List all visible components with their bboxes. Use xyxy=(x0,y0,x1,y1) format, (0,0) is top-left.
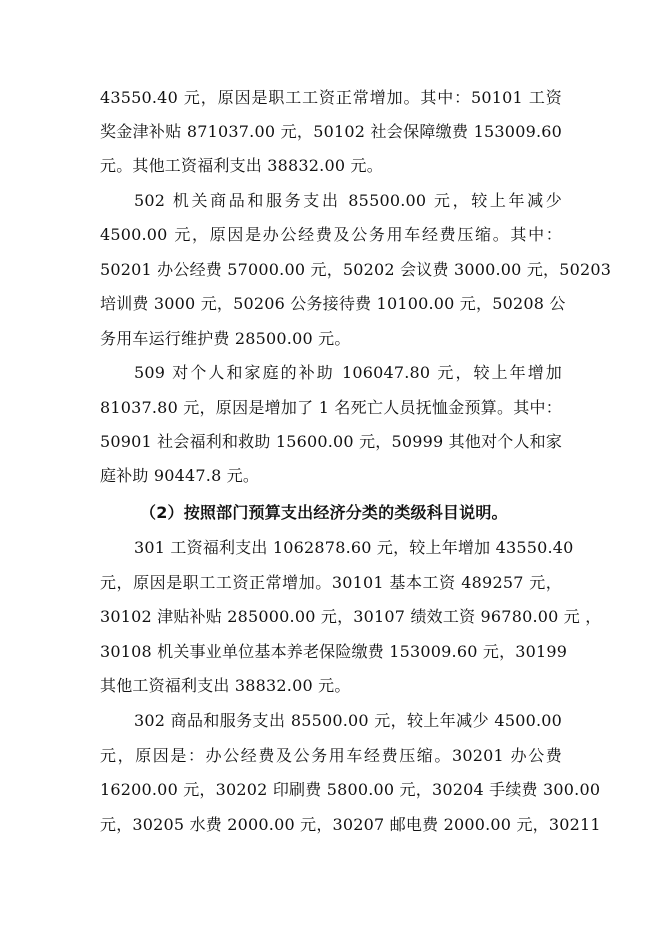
paragraph-1-line-0: 502 机关商品和服务支出 85500.00 元，较上年减少 xyxy=(134,191,562,210)
paragraph-4-line-1: 元，原因是职工工资正常增加。30101 基本工资 489257 元， xyxy=(100,573,562,592)
paragraph-4-line-2: 30102 津贴补贴 285000.00 元，30107 绩效工资 96780.00 元 ， xyxy=(100,607,602,626)
paragraph-2-line-1: 81037.80 元，原因是增加了 1 名死亡人员抚恤金预算。其中： xyxy=(100,398,562,417)
paragraph-2-line-3: 庭补助 90447.8 元。 xyxy=(100,466,260,485)
paragraph-4-line-3: 30108 机关事业单位基本养老保险缴费 153009.60 元，30199 xyxy=(100,642,568,661)
paragraph-1-line-1: 4500.00 元，原因是办公经费及公务用车经费压缩。其中： xyxy=(100,225,562,244)
paragraph-1-line-4: 务用车运行维护费 28500.00 元。 xyxy=(100,329,351,348)
paragraph-0-line-1: 奖金津补贴 871037.00 元，50102 社会保障缴费 153009.60 xyxy=(100,122,562,141)
paragraph-5-line-3: 元，30205 水费 2000.00 元，30207 邮电费 2000.00 元，30211 xyxy=(100,815,601,834)
paragraph-1-line-2: 50201 办公经费 57000.00 元，50202 会议费 3000.00 元，50203 xyxy=(100,260,612,279)
paragraph-2-line-2: 50901 社会福利和救助 15600.00 元，50999 其他对个人和家 xyxy=(100,432,563,451)
paragraph-5-line-2: 16200.00 元，30202 印刷费 5800.00 元，30204 手续费 300.00 xyxy=(100,780,601,799)
paragraph-4-line-4: 其他工资福利支出 38832.00 元。 xyxy=(100,676,351,695)
paragraph-0-line-0: 43550.40 元，原因是职工工资正常增加。其中：50101 工资 xyxy=(100,88,562,107)
paragraph-2-line-0: 509 对个人和家庭的补助 106047.80 元，较上年增加 xyxy=(134,363,562,382)
paragraph-0-line-2: 元。其他工资福利支出 38832.00 元。 xyxy=(100,156,383,175)
paragraph-4-line-0: 301 工资福利支出 1062878.60 元，较上年增加 43550.40 xyxy=(134,538,574,557)
paragraph-1-line-3: 培训费 3000 元，50206 公务接待费 10100.00 元，50208 公 xyxy=(100,294,566,313)
paragraph-5-line-0: 302 商品和服务支出 85500.00 元，较上年减少 4500.00 xyxy=(134,711,562,730)
paragraph-5-line-1: 元，原因是：办公经费及公务用车经费压缩。30201 办公费 xyxy=(100,746,562,765)
section-heading: （2）按照部门预算支出经济分类的类级科目说明。 xyxy=(140,503,508,522)
